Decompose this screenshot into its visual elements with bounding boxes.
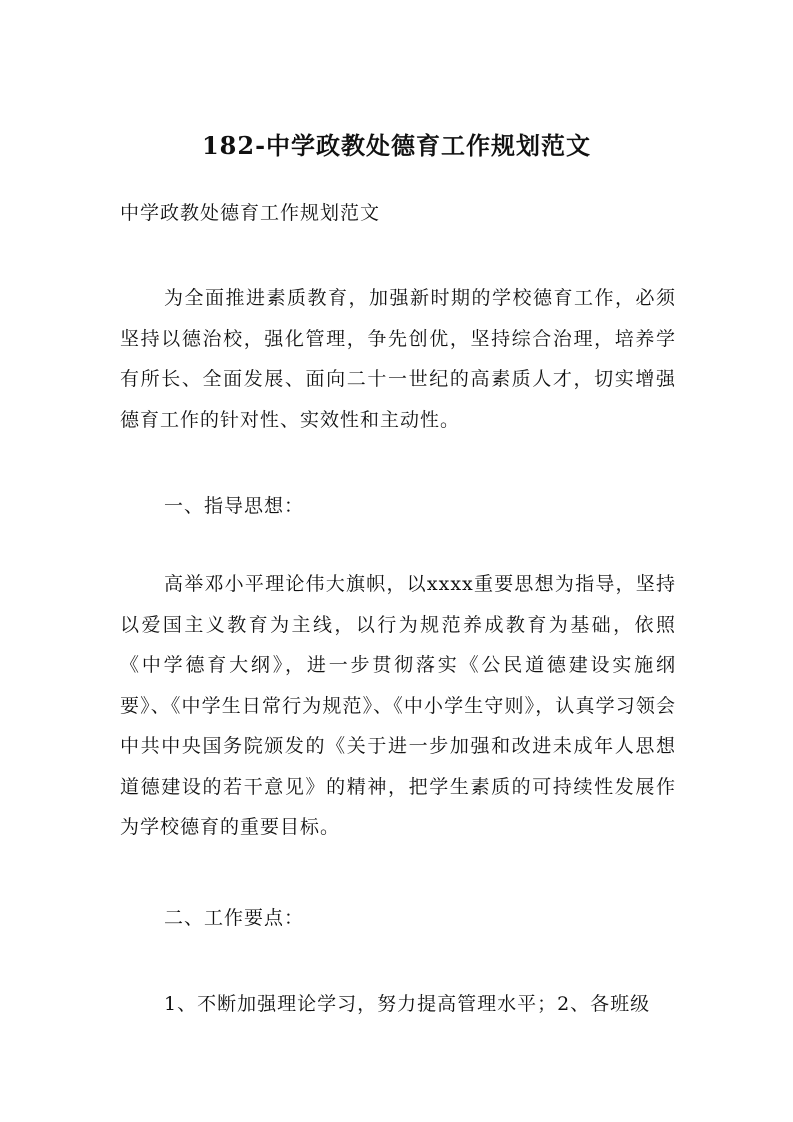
paragraph-work-points: 1、不断加强理论学习，努力提高管理水平；2、各班级 bbox=[164, 993, 651, 1015]
section-heading-work-points: 二、工作要点： bbox=[164, 907, 305, 929]
paragraph-guiding-ideology: 高举邓小平理论伟大旗帜，以xxxx重要思想为指导，坚持以爱国主义教育为主线，以行为规范养成教育为基础，依照《中学德育大纲》，进一步贯彻落实《公民道德建设实施纲要》、《中学生日常行为规范》、《中小学生守则》，认真学习领会中共中央国务院颁发的《关于进一步加强和改进未成年人思想道德建设的若干意见》的精神，把学生素质的可持续性发展作为学校德育的重要目标。 bbox=[120, 573, 676, 838]
section-heading-guiding-ideology: 一、指导思想： bbox=[164, 495, 305, 517]
document-title: 182-中学政教处德育工作规划范文 bbox=[201, 131, 592, 160]
document-subtitle: 中学政教处德育工作规划范文 bbox=[120, 202, 381, 224]
paragraph-introduction: 为全面推进素质教育，加强新时期的学校德育工作，必须坚持以德治校，强化管理，争先创优，坚持综合治理，培养学有所长、全面发展、面向二十一世纪的高素质人才，切实增强德育工作的针对性、实效性和主动性。 bbox=[120, 287, 676, 431]
